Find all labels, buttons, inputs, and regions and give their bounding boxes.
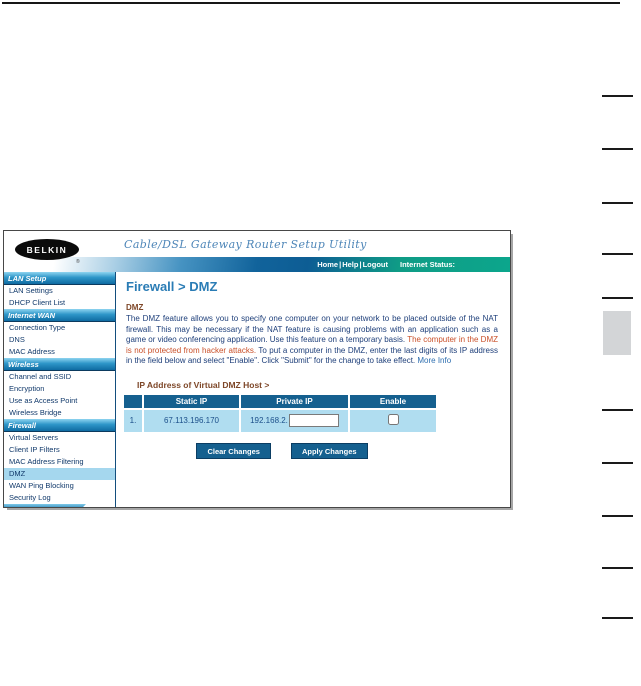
static-ip-value: 67.113.196.170 <box>144 410 239 432</box>
clear-changes-button[interactable]: Clear Changes <box>196 443 271 459</box>
dmz-warning-text: The computer in the DMZ is not protected from hacker attacks. <box>126 335 498 355</box>
dmz-host-table-heading: IP Address of Virtual DMZ Host > <box>137 379 270 390</box>
page-section-tab-highlight <box>603 311 631 355</box>
form-buttons <box>126 443 438 459</box>
description-text: The DMZ feature allows you to specify one computer on your network to be placed outside of the NAT firewall. This may be necessary if the NAT feature is causing problems with an application such as a game or video conferencing application. Use this feature on a temporary basis. <box>126 314 498 344</box>
page-tab-mark <box>602 202 633 204</box>
sidebar-item-dhcp-client-list[interactable]: DHCP Client List <box>9 298 66 307</box>
dmz-host-table <box>122 393 438 434</box>
page-tab-mark <box>602 409 633 411</box>
page-top-rule <box>2 2 620 4</box>
sidebar-item-lan-settings[interactable]: LAN Settings <box>9 286 53 295</box>
home-link[interactable]: Home <box>317 260 339 269</box>
sidebar-item-wan-ping-blocking[interactable]: WAN Ping Blocking <box>9 481 74 490</box>
belkin-logo <box>15 239 79 260</box>
sidebar-item-dmz[interactable]: DMZ <box>4 468 115 480</box>
sidebar-item-security-log[interactable]: Security Log <box>9 493 51 502</box>
help-link[interactable]: Help <box>342 260 359 269</box>
utility-title: Cable/DSL Gateway Router Setup Utility <box>124 238 367 251</box>
internet-status-label: Internet Status: <box>399 260 455 269</box>
private-ip-cell <box>241 410 348 432</box>
apply-changes-button[interactable]: Apply Changes <box>291 443 368 459</box>
column-header-static-ip: Static IP <box>144 395 239 408</box>
row-index: 1. <box>124 410 142 432</box>
page-title: Firewall > DMZ <box>126 279 218 294</box>
column-header-index <box>124 395 142 408</box>
page-tab-mark <box>602 95 633 97</box>
table-header-row <box>124 395 436 408</box>
page-tab-mark <box>602 297 633 299</box>
sidebar-header-firewall: Firewall <box>4 419 115 432</box>
sidebar-item-dns[interactable]: DNS <box>9 335 25 344</box>
page-tab-mark <box>602 567 633 569</box>
page-tab-mark <box>602 148 633 150</box>
more-info-link[interactable]: More Info <box>417 356 452 365</box>
column-header-enable: Enable <box>350 395 436 408</box>
sidebar-item-wireless-bridge[interactable]: Wireless Bridge <box>9 408 62 417</box>
router-setup-window <box>3 230 511 508</box>
sidebar-header-wireless: Wireless <box>4 358 115 371</box>
sidebar-item-client-ip-filters[interactable]: Client IP Filters <box>9 445 60 454</box>
sidebar-nav <box>4 272 116 508</box>
nav-separator: | <box>359 260 362 269</box>
nav-links <box>317 260 388 269</box>
sidebar-item-mac-address-filtering[interactable]: MAC Address Filtering <box>9 457 84 466</box>
sidebar-header-lan-setup: LAN Setup <box>4 272 115 285</box>
dmz-description <box>126 314 498 367</box>
description-text: To put a computer in the DMZ, enter the last digits of its IP address in the field below and select "Enable". Click "Submit" for the change to take effect. <box>126 345 498 365</box>
page-tab-mark <box>602 253 633 255</box>
private-ip-input[interactable] <box>289 414 339 427</box>
dmz-section-label: DMZ <box>126 303 144 312</box>
sidebar-header-internet-wan: Internet WAN <box>4 309 115 322</box>
belkin-logo-text: BELKIN <box>26 244 68 255</box>
sidebar-item-use-as-access-point[interactable]: Use as Access Point <box>9 396 78 405</box>
sidebar-bottom-cap <box>4 504 86 508</box>
table-row <box>124 410 436 432</box>
sidebar-item-channel-and-ssid[interactable]: Channel and SSID <box>9 372 72 381</box>
enable-checkbox[interactable] <box>388 414 399 425</box>
logout-link[interactable]: Logout <box>362 260 388 269</box>
page-tab-mark <box>602 462 633 464</box>
page-tab-mark <box>602 515 633 517</box>
main-content <box>116 272 510 508</box>
page-tab-mark <box>602 617 633 619</box>
sidebar-item-mac-address[interactable]: MAC Address <box>9 347 55 356</box>
private-ip-prefix: 192.168.2. <box>250 416 288 425</box>
sidebar-item-virtual-servers[interactable]: Virtual Servers <box>9 433 59 442</box>
sidebar-item-encryption[interactable]: Encryption <box>9 384 45 393</box>
nav-separator: | <box>339 260 342 269</box>
enable-cell <box>350 410 436 432</box>
sidebar-item-connection-type[interactable]: Connection Type <box>9 323 66 332</box>
column-header-private-ip: Private IP <box>241 395 348 408</box>
registered-mark: ® <box>76 259 80 265</box>
